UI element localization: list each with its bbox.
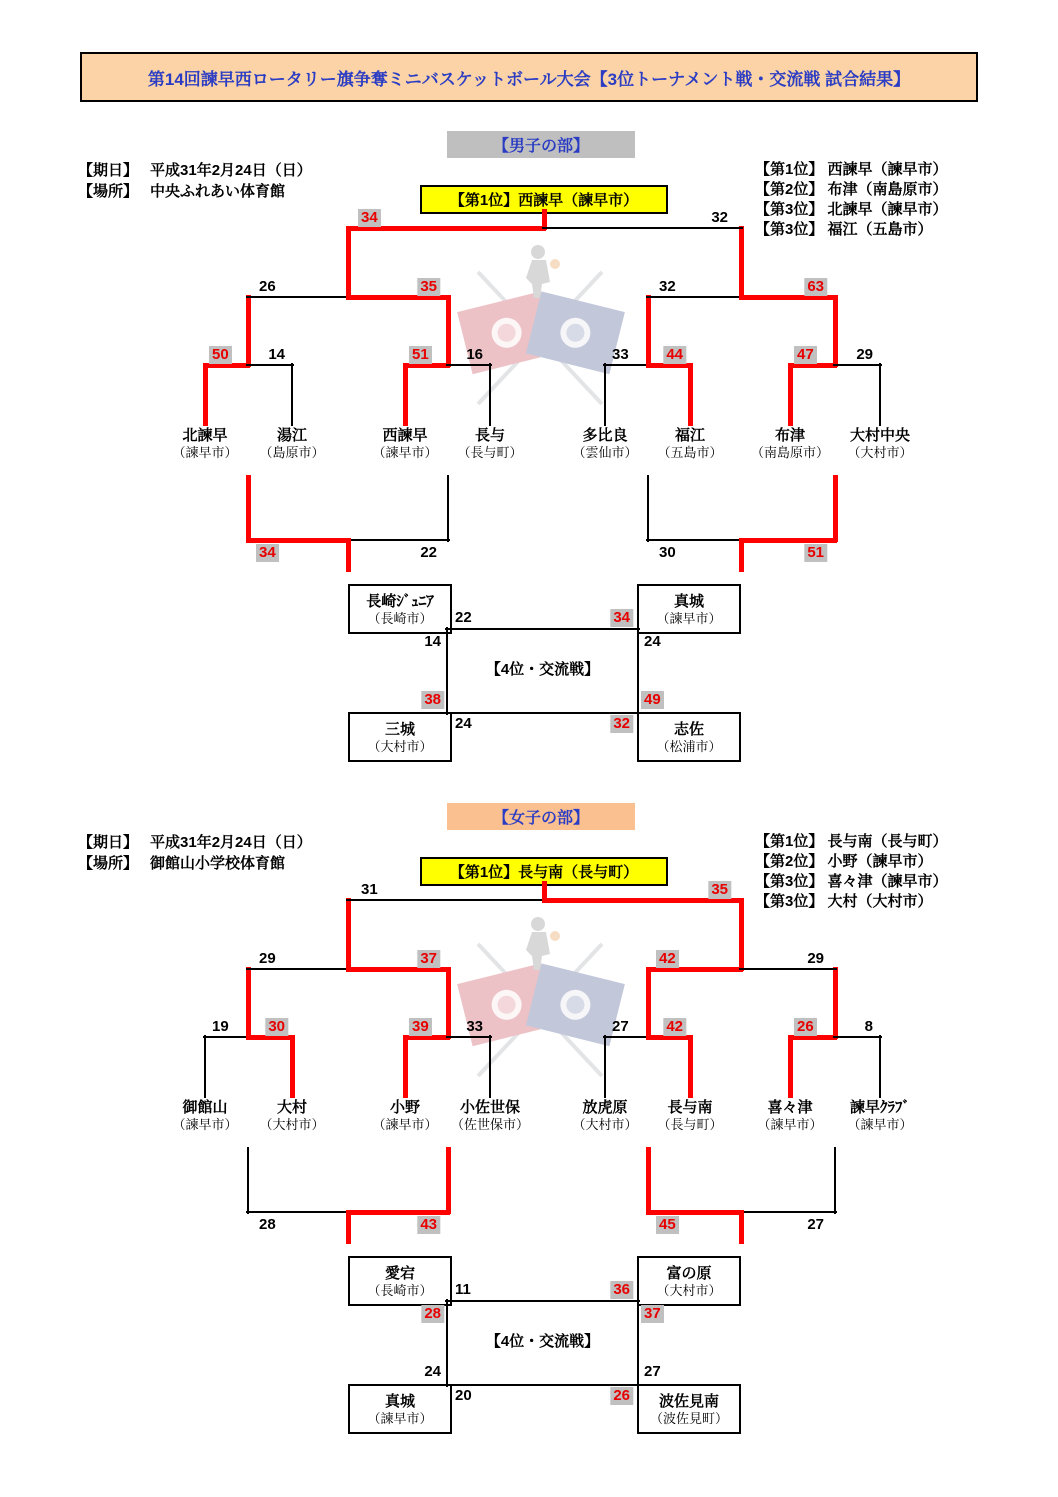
bracket-line (646, 1147, 651, 1214)
bracket-line (346, 1210, 351, 1244)
exchange-team-box (637, 1256, 741, 1306)
team-city: （佐世保市） (450, 1117, 529, 1132)
score-badge-winner: 47 (794, 346, 817, 364)
exchange-team-box (637, 1384, 741, 1434)
bracket-line (542, 227, 743, 229)
team-name: 長与南 (667, 1099, 713, 1116)
team-name: 真城 (384, 1392, 415, 1410)
score-badge: 29 (807, 950, 824, 967)
team-city: （長崎市） (367, 1282, 433, 1298)
bracket-line (739, 1210, 744, 1244)
team-city: （南島原市） (750, 445, 829, 460)
venue-row (78, 181, 312, 202)
team-city: （諫早市） (372, 1117, 438, 1132)
score-badge: 14 (424, 633, 441, 650)
date-label: 【期日】 (78, 834, 139, 851)
bracket-line (646, 295, 651, 367)
score-badge: 26 (259, 278, 276, 295)
meta-women (78, 832, 312, 874)
score-badge-winner: 36 (610, 1281, 633, 1299)
champion-banner-women: 【第1位】長与南（長与町） (420, 857, 668, 886)
bracket-line (346, 1210, 450, 1215)
team-city: （諫早市） (367, 1410, 433, 1426)
bracket-line (446, 627, 448, 715)
score-badge-winner: 42 (663, 1018, 686, 1036)
bracket-line (203, 1036, 250, 1038)
team-label (237, 1099, 347, 1133)
venue-value: 御館山小学校体育館 (150, 855, 286, 872)
exchange-team-box (348, 584, 452, 634)
score-badge-winner: 63 (804, 278, 827, 296)
bracket-line (246, 967, 251, 1039)
score-badge: 29 (856, 346, 873, 363)
score-badge: 27 (807, 1216, 824, 1233)
bracket-line (688, 1035, 693, 1098)
team-city: （諫早市） (172, 445, 238, 460)
ranking-line: 【第3位】 北諫早（諫早市） (755, 201, 948, 218)
exchange-team-box (348, 1256, 452, 1306)
bracket-line (446, 1036, 492, 1038)
score-badge: 28 (259, 1216, 276, 1233)
team-label (825, 1099, 935, 1133)
bracket-line (637, 1299, 639, 1387)
team-city: （諫早市） (847, 1117, 913, 1132)
bracket-line (246, 1211, 350, 1213)
bracket-line (739, 968, 837, 970)
bracket-line (446, 364, 492, 366)
team-name: 真城 (673, 592, 704, 610)
exchange-team-box (348, 712, 452, 762)
team-city: （大村市） (847, 445, 913, 460)
ranking-line: 【第1位】 長与南（長与町） (755, 833, 948, 850)
bracket-line (403, 363, 408, 426)
date-row (78, 160, 312, 181)
date-value: 平成31年2月24日（日） (150, 834, 312, 851)
score-badge-winner: 49 (641, 691, 664, 709)
score-badge: 30 (659, 544, 676, 561)
team-city: （雲仙市） (572, 445, 638, 460)
team-city: （長与町） (457, 445, 523, 460)
bracket-line (688, 363, 693, 426)
team-name: 福江 (674, 427, 705, 444)
team-label (237, 427, 347, 461)
team-city: （波佐見町） (649, 1410, 728, 1426)
score-badge-winner: 39 (409, 1018, 432, 1036)
bracket-line (788, 363, 793, 426)
ranking-line: 【第3位】 福江（五島市） (755, 221, 933, 238)
team-name: 北諫早 (182, 427, 228, 444)
team-city: （諫早市） (372, 445, 438, 460)
bracket-line (833, 967, 838, 1039)
score-badge-winner: 37 (417, 950, 440, 968)
team-city: （大村市） (367, 738, 433, 754)
date-value: 平成31年2月24日（日） (150, 162, 312, 179)
bracket-line (646, 967, 651, 1039)
bracket-line (647, 475, 649, 542)
score-badge: 22 (455, 609, 472, 626)
bracket-line (403, 1035, 408, 1098)
exchange-team-box (348, 1384, 452, 1434)
bracket-line (446, 1299, 448, 1387)
team-city: （島原市） (259, 445, 325, 460)
bracket-line (246, 475, 251, 542)
bracket-line (247, 1147, 249, 1214)
score-badge-winner: 44 (663, 346, 686, 364)
team-name: 長崎ｼﾞｭﾆｱ (366, 592, 434, 610)
score-badge-winner: 34 (256, 544, 279, 562)
team-name: 大村中央 (849, 427, 910, 444)
bracket-line (204, 1035, 206, 1098)
team-name: 愛宕 (384, 1264, 415, 1282)
team-name: 湯江 (276, 427, 307, 444)
bracket-line (346, 899, 546, 901)
bracket-line (833, 295, 838, 367)
champion-banner-men: 【第1位】西諫早（諫早市） (420, 185, 668, 214)
bracket-line (646, 539, 744, 541)
team-city: （諫早市） (656, 610, 722, 626)
bracket-line (833, 475, 838, 542)
venue-label: 【場所】 (78, 183, 139, 200)
bracket-line (446, 967, 451, 1039)
bracket-line (833, 364, 882, 366)
score-badge: 24 (455, 715, 472, 732)
team-name: 多比良 (582, 427, 628, 444)
team-city: （諫早市） (172, 1117, 238, 1132)
score-badge: 27 (612, 1018, 629, 1035)
bracket-line (833, 1036, 882, 1038)
exchange-section-label: 【4位・交流戦】 (485, 661, 600, 678)
bracket-line (637, 627, 639, 715)
team-city: （大村市） (656, 1282, 722, 1298)
bracket-line (246, 968, 350, 970)
ranking-line: 【第2位】 小野（諫早市） (755, 853, 933, 870)
bracket-line (604, 363, 606, 426)
bracket-line (346, 539, 450, 541)
bracket-line (489, 1035, 491, 1098)
bracket-line (246, 364, 294, 366)
bracket-line (203, 363, 208, 426)
bracket-line (489, 363, 491, 426)
team-name: 放虎原 (582, 1099, 628, 1116)
bracket-line (834, 1147, 836, 1214)
score-badge: 32 (711, 209, 728, 226)
watermark-flags-image (452, 238, 628, 416)
team-label (635, 1099, 745, 1133)
date-row (78, 832, 312, 853)
bracket-line (739, 226, 744, 299)
rankings-men (755, 160, 948, 240)
team-city: （松浦市） (656, 738, 722, 754)
team-city: （長崎市） (367, 610, 433, 626)
score-badge-winner: 51 (409, 346, 432, 364)
score-badge: 32 (659, 278, 676, 295)
team-name: 喜々津 (767, 1099, 813, 1116)
team-name: 小佐世保 (459, 1099, 520, 1116)
score-badge-winner: 43 (417, 1216, 440, 1234)
bracket-line (346, 538, 351, 572)
score-badge: 8 (864, 1018, 873, 1035)
ranking-line: 【第2位】 布津（南島原市） (755, 181, 948, 198)
team-name: 布津 (774, 427, 805, 444)
score-badge: 22 (420, 544, 437, 561)
exchange-team-box (637, 584, 741, 634)
team-label (635, 427, 745, 461)
score-badge-winner: 30 (265, 1018, 288, 1036)
bracket-line (447, 475, 449, 542)
bracket-line (445, 712, 640, 714)
score-badge-winner: 28 (421, 1305, 444, 1323)
date-label: 【期日】 (78, 162, 139, 179)
team-city: （長与町） (657, 1117, 723, 1132)
team-city: （大村市） (259, 1117, 325, 1132)
team-name: 三城 (384, 720, 415, 738)
bracket-line (445, 1300, 640, 1302)
team-city: （諫早市） (757, 1117, 823, 1132)
bracket-line (740, 1211, 838, 1213)
score-badge: 31 (361, 881, 378, 898)
score-badge-winner: 32 (610, 715, 633, 733)
score-badge: 14 (268, 346, 285, 363)
score-badge-winner: 38 (421, 691, 444, 709)
exchange-section-label: 【4位・交流戦】 (485, 1333, 600, 1350)
bracket-line (446, 295, 451, 367)
score-badge-winner: 34 (358, 209, 381, 227)
team-city: （大村市） (572, 1117, 638, 1132)
score-badge-winner: 37 (641, 1305, 664, 1323)
meta-men (78, 160, 312, 202)
section-header-men: 【男子の部】 (447, 131, 635, 158)
score-badge: 33 (466, 1018, 483, 1035)
ranking-line: 【第3位】 喜々津（諫早市） (755, 873, 948, 890)
score-badge-winner: 26 (610, 1387, 633, 1405)
bracket-line (879, 1035, 881, 1098)
score-badge: 11 (455, 1281, 471, 1298)
team-name: 長与 (474, 427, 505, 444)
bracket-line (603, 1036, 650, 1038)
bracket-line (740, 538, 838, 543)
team-label (825, 427, 935, 461)
team-name: 西諫早 (382, 427, 428, 444)
score-badge: 24 (424, 1363, 441, 1380)
score-badge-winner: 34 (610, 609, 633, 627)
team-name: 小野 (389, 1099, 420, 1116)
team-label (435, 1099, 545, 1133)
score-badge-winner: 35 (708, 881, 731, 899)
section-header-women: 【女子の部】 (447, 803, 635, 830)
bracket-line (346, 898, 351, 971)
bracket-line (646, 1210, 744, 1215)
team-name: 御館山 (182, 1099, 228, 1116)
bracket-line (879, 363, 881, 426)
score-badge: 24 (644, 633, 661, 650)
venue-label: 【場所】 (78, 855, 139, 872)
team-label (435, 427, 545, 461)
score-badge: 29 (259, 950, 276, 967)
score-badge-winner: 45 (656, 1216, 679, 1234)
exchange-team-box (637, 712, 741, 762)
watermark-flags-image (452, 910, 628, 1088)
score-badge: 33 (612, 346, 629, 363)
team-name: 諫早ｸﾗﾌﾞ (849, 1099, 910, 1116)
score-badge: 16 (466, 346, 483, 363)
bracket-line (246, 296, 350, 298)
bracket-line (445, 628, 640, 630)
team-name: 波佐見南 (658, 1392, 719, 1410)
bracket-line (604, 1035, 606, 1098)
ranking-line: 【第3位】 大村（大村市） (755, 893, 933, 910)
venue-row (78, 853, 312, 874)
team-city: （五島市） (657, 445, 723, 460)
team-name: 富の原 (666, 1264, 712, 1282)
score-badge-winner: 51 (804, 544, 827, 562)
rankings-women (755, 832, 948, 912)
bracket-line (246, 295, 251, 367)
bracket-line (346, 226, 351, 299)
bracket-line (739, 898, 744, 971)
bracket-line (290, 1035, 295, 1098)
score-badge: 20 (455, 1387, 472, 1404)
score-badge-winner: 26 (794, 1018, 817, 1036)
player-silhouette (526, 917, 560, 970)
player-silhouette (526, 245, 560, 298)
bracket-line (603, 364, 650, 366)
bracket-line (446, 1147, 451, 1214)
bracket-line (445, 1384, 640, 1386)
bracket-line (739, 538, 744, 572)
score-badge: 27 (644, 1363, 661, 1380)
bracket-line (291, 363, 293, 426)
team-name: 大村 (276, 1099, 307, 1116)
page-title: 第14回諫早西ロータリー旗争奪ミニバスケットボール大会【3位トーナメント戦・交流戦 試合結果】 (80, 52, 978, 102)
score-badge: 19 (212, 1018, 229, 1035)
ranking-line: 【第1位】 西諫早（諫早市） (755, 161, 948, 178)
team-name: 志佐 (673, 720, 704, 738)
bracket-line (246, 538, 350, 543)
bracket-line (646, 296, 743, 298)
score-badge-winner: 50 (209, 346, 232, 364)
bracket-line (788, 1035, 793, 1098)
score-badge-winner: 35 (417, 278, 440, 296)
score-badge-winner: 42 (656, 950, 679, 968)
venue-value: 中央ふれあい体育館 (150, 183, 286, 200)
